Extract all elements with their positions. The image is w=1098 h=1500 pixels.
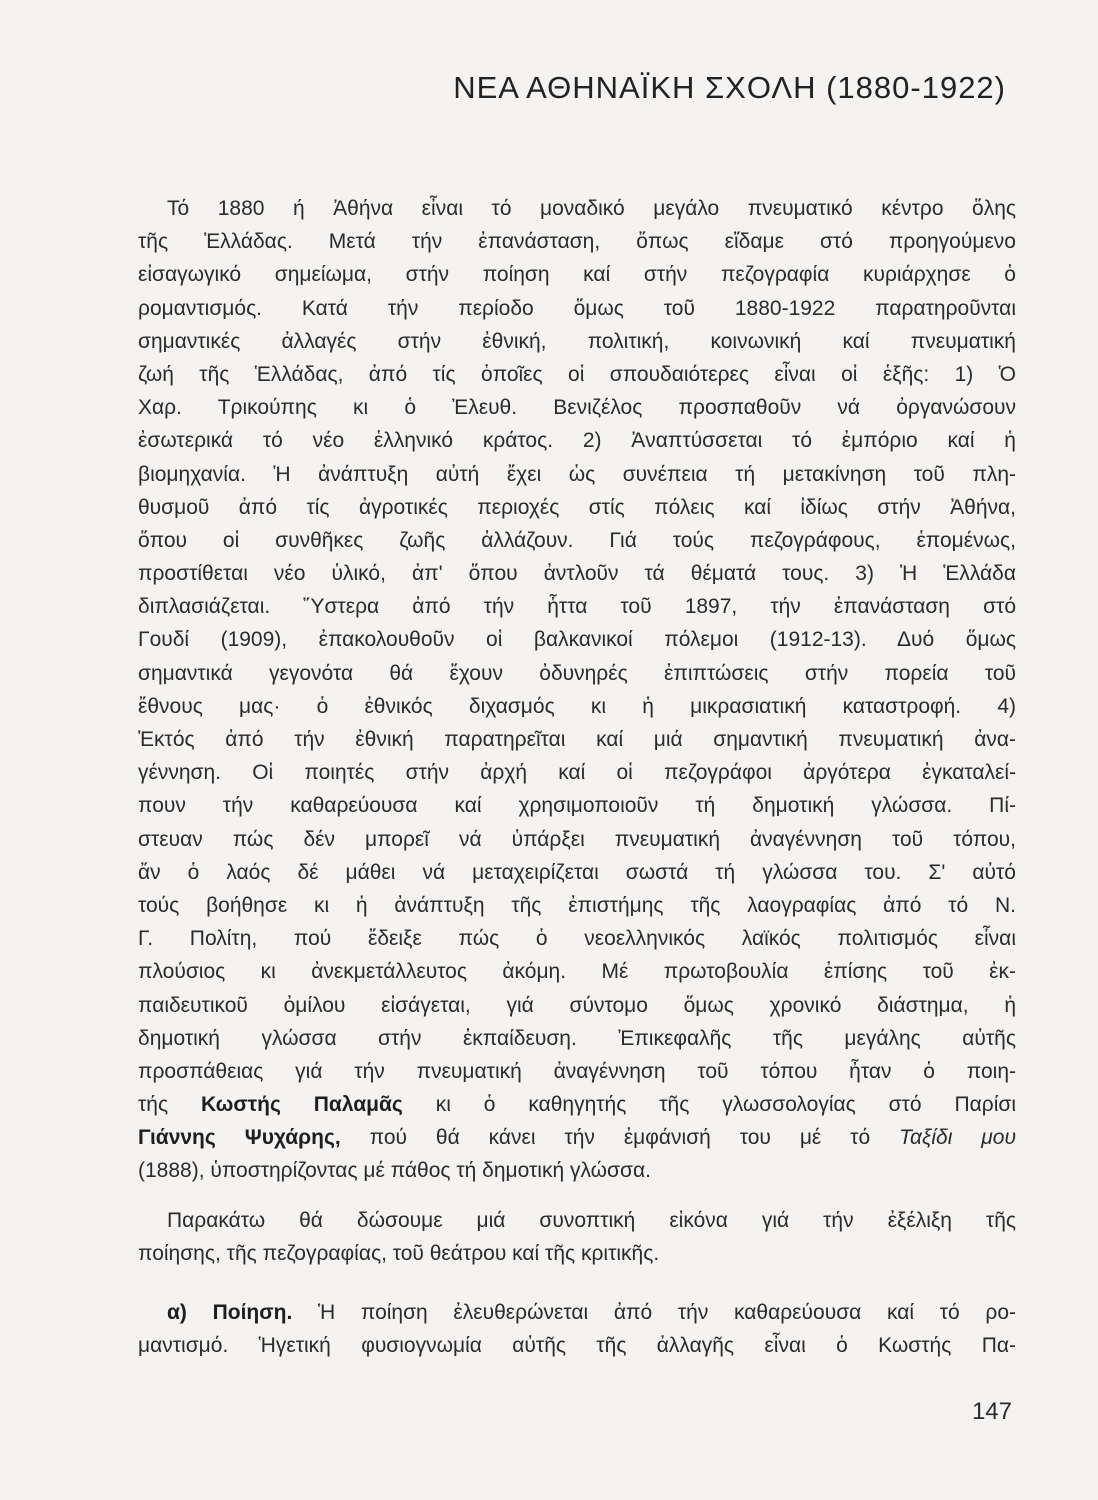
- author-name-palamas: Κωστής Παλαμᾶς: [200, 1093, 403, 1117]
- text-line: σημαντικά γεγονότα θά ἔχουν ὀδυνηρές ἐπιπτώσεις στήν πορεία τοῦ: [138, 661, 1016, 685]
- text-line: ἐσωτερικά τό νέο ἑλληνικό κράτος. 2) Ἀναπτύσσεται τό ἐμπόριο καί ἡ: [138, 429, 1016, 453]
- text-line: μαντισμό. Ἡγετική φυσιογνωμία αὐτῆς τῆς ἀλλαγῆς εἶναι ὁ Κωστής Πα-: [138, 1334, 1016, 1358]
- author-name-psycharis: Γιάννης Ψυχάρης,: [138, 1126, 341, 1150]
- text-line: προσπάθειας γιά τήν πνευματική ἀναγέννηση τοῦ τόπου ἦταν ὁ ποιη-: [138, 1059, 1016, 1083]
- text-line: ποίησης, τῆς πεζογραφίας, τοῦ θεάτρου καί τῆς κριτικῆς.: [138, 1242, 660, 1266]
- section-label-poetry: α) Ποίηση.: [167, 1301, 293, 1324]
- paragraph-intro: [138, 192, 1016, 1188]
- text-line: πλούσιος κι ἀνεκμετάλλευτος ἀκόμη. Μέ πρωτοβουλία ἐπίσης τοῦ ἐκ-: [138, 960, 1016, 984]
- text-line-psycharis: [138, 1121, 1016, 1154]
- paragraph-overview: [138, 1204, 1016, 1270]
- text-line: πουν τήν καθαρεύουσα καί χρησιμοποιοῦν τή δημοτική γλώσσα. Πί-: [138, 794, 1016, 818]
- paragraph-poetry: [138, 1296, 1016, 1362]
- text-line: τούς βοήθησε κι ἡ ἀνάπτυξη τῆς ἐπιστήμης τῆς λαογραφίας ἀπό τό Ν.: [138, 893, 1016, 917]
- text-line: γέννηση. Οἱ ποιητές στήν ἀρχή καί οἱ πεζογράφοι ἀργότερα ἐγκαταλεί-: [138, 761, 1016, 785]
- text-line: [138, 1296, 1016, 1329]
- text-line: ἄν ὁ λαός δέ μάθει νά μεταχειρίζεται σωστά τή γλώσσα του. Σ' αὐτό: [138, 860, 1016, 884]
- text-line: Ἐκτός ἀπό τήν ἐθνική παρατηρεῖται καί μιά σημαντική πνευματική ἀνα-: [138, 728, 1016, 751]
- page-title: ΝΕΑ ΑΘΗΝΑΪΚΗ ΣΧΟΛΗ (1880-1922): [453, 70, 1006, 105]
- page-number: 147: [971, 1398, 1012, 1425]
- text-line: σημαντικές ἀλλαγές στήν ἐθνική, πολιτική, κοινωνική καί πνευματική: [138, 329, 1016, 353]
- text-line: ὅπου οἱ συνθῆκες ζωῆς ἀλλάζουν. Γιά τούς πεζογράφους, ἑπομένως,: [138, 528, 1016, 552]
- text-line: ρομαντισμός. Κατά τήν περίοδο ὅμως τοῦ 1880-1922 παρατηροῦνται: [138, 296, 1016, 320]
- text-line: Γ. Πολίτη, πού ἔδειξε πώς ὁ νεοελληνικός λαϊκός πολιτισμός εἶναι: [138, 927, 1016, 951]
- text-line: θυσμοῦ ἀπό τίς ἀγροτικές περιοχές στίς πόλεις καί ἰδίως στήν Ἀθήνα,: [138, 495, 1016, 519]
- text-line: στευαν πώς δέν μπορεῖ νά ὑπάρξει πνευματική ἀναγέννηση τοῦ τόπου,: [138, 827, 1016, 851]
- text-line: ζωή τῆς Ἑλλάδας, ἀπό τίς ὁποῖες οἱ σπουδαιότερες εἶναι οἱ ἑξῆς: 1) Ὁ: [138, 362, 1016, 386]
- text-line: προστίθεται νέο ὑλικό, ἀπ' ὅπου ἀντλοῦν τά θέματά τους. 3) Ἡ Ἑλλάδα: [138, 562, 1016, 586]
- text-fragment: κι ὁ καθηγητής τῆς γλωσσολογίας στό Παρίσι: [402, 1093, 1016, 1117]
- text-line: Παρακάτω θά δώσουμε μιά συνοπτική εἰκόνα γιά τήν ἐξέλιξη τῆς: [167, 1209, 1016, 1232]
- text-line: διπλασιάζεται. Ὕστερα ἀπό τήν ἧττα τοῦ 1897, τήν ἐπανάσταση στό: [138, 595, 1016, 619]
- text-line: (1888), ὑποστηρίζοντας μέ πάθος τή δημοτική γλώσσα.: [138, 1159, 651, 1183]
- text-line: βιομηχανία. Ἡ ἀνάπτυξη αὐτή ἔχει ὡς συνέπεια τή μετακίνηση τοῦ πλη-: [138, 462, 1016, 486]
- text-line: Τό 1880 ή Ἀθήνα εἶναι τό μοναδικό μεγάλο πνευματικό κέντρο ὅλης: [167, 197, 1016, 220]
- book-title-taxidi-mou: Ταξίδι μου: [899, 1126, 1016, 1150]
- text-line: δημοτική γλώσσα στήν ἐκπαίδευση. Ἐπικεφαλῆς τῆς μεγάλης αὐτῆς: [138, 1026, 1016, 1050]
- text-line: παιδευτικοῦ ὀμίλου εἰσάγεται, γιά σύντομο ὅμως χρονικό διάστημα, ἡ: [138, 993, 1016, 1017]
- text-fragment: πού θά κάνει τήν ἐμφάνισή του μέ τό: [340, 1126, 900, 1150]
- text-line: Χαρ. Τρικούπης κι ὁ Ἐλευθ. Βενιζέλος προσπαθοῦν νά ὀργανώσουν: [138, 396, 1016, 420]
- text-line: ἔθνους μας· ὁ ἐθνικός διχασμός κι ἡ μικρασιατική καταστροφή. 4): [138, 694, 1016, 718]
- text-fragment: Ἡ ποίηση ἐλευθερώνεται ἀπό τήν καθαρεύουσα καί τό ρο-: [292, 1301, 1016, 1324]
- text-line: τῆς Ἑλλάδας. Μετά τήν ἐπανάσταση, ὅπως εἴδαμε στό προηγούμενο: [138, 230, 1016, 254]
- text-line: εἰσαγωγικό σημείωμα, στήν ποίηση καί στήν πεζογραφία κυριάρχησε ὁ: [138, 263, 1016, 287]
- text-line-palamas: [138, 1088, 1016, 1121]
- text-line: Γουδί (1909), ἐπακολουθοῦν οἱ βαλκανικοί πόλεμοι (1912-13). Δυό ὅμως: [138, 628, 1016, 652]
- text-fragment: τής: [138, 1093, 201, 1117]
